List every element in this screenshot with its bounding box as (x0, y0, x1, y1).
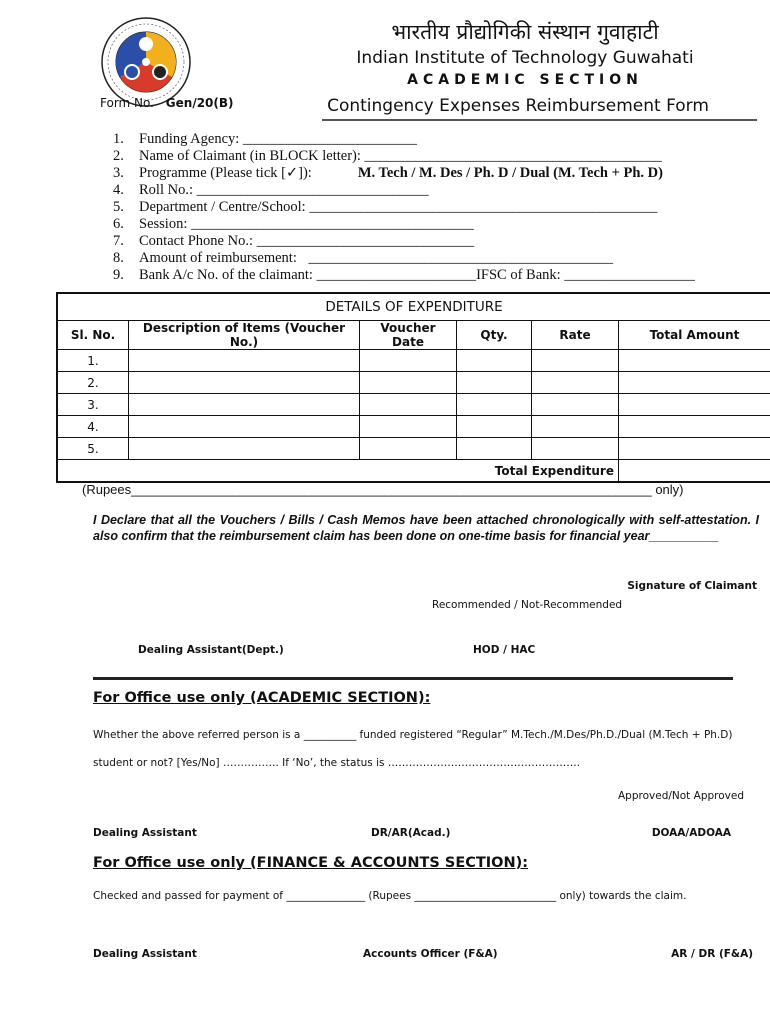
cell-total[interactable] (619, 394, 770, 416)
header-divider (322, 119, 757, 121)
header-total-amount: Total Amount (619, 321, 770, 350)
ifsc-label: IFSC of Bank: (476, 267, 561, 283)
table-row (57, 416, 770, 438)
rupees-blank[interactable]: ________________________________________________________________________ (131, 482, 652, 497)
cell-voucher-date[interactable] (360, 350, 457, 372)
cell-total[interactable] (619, 416, 770, 438)
cell-rate[interactable] (532, 438, 619, 460)
field-programme[interactable] (113, 165, 663, 182)
declaration-text: I Declare that all the Vouchers / Bills / Cash Memos have been attached chronologically with self-attestation. I also confirm that the reimbursement claim has been done on one-time basis for financial year__________ (93, 513, 759, 543)
programme-options[interactable]: M. Tech / M. Des / Ph. D / Dual (M. Tech + Ph. D) (357, 165, 663, 181)
expenditure-table (56, 292, 770, 483)
field-label: Department / Centre/School: (139, 199, 306, 215)
cell-description[interactable] (129, 416, 360, 438)
cell-qty[interactable] (457, 416, 532, 438)
cell-voucher-date[interactable] (360, 438, 457, 460)
field-department[interactable] (113, 199, 657, 216)
cell-total[interactable] (619, 372, 770, 394)
accounts-officer-label: Accounts Officer (F&A) (363, 948, 498, 960)
hod-hac-label: HOD / HAC (473, 644, 536, 656)
field-number: 4. (113, 182, 124, 198)
field-number: 2. (113, 148, 124, 164)
field-number: 7. (113, 233, 124, 249)
field-number: 8. (113, 250, 124, 266)
field-label: Amount of reimbursement: (139, 250, 297, 266)
ifsc-blank[interactable]: __________________ (564, 267, 695, 283)
field-label: Bank A/c No. of the claimant: (139, 267, 313, 283)
table-header-row (57, 321, 770, 350)
table-row (57, 350, 770, 372)
cell-description[interactable] (129, 438, 360, 460)
field-number: 9. (113, 267, 124, 283)
table-row (57, 438, 770, 460)
section-divider (93, 677, 733, 680)
table-row (57, 372, 770, 394)
cell-qty[interactable] (457, 394, 532, 416)
field-label: Funding Agency: (139, 131, 240, 147)
field-number: 6. (113, 216, 124, 232)
institute-name: Indian Institute of Technology Guwahati (356, 48, 694, 68)
doaa-adoaa-label: DOAA/ADOAA (651, 827, 731, 839)
table-row (57, 394, 770, 416)
field-blank[interactable]: ______________________ (316, 267, 477, 283)
cell-description[interactable] (129, 372, 360, 394)
approved-label: Approved/Not Approved (618, 790, 744, 802)
field-contact-phone[interactable] (113, 233, 474, 250)
header-rate: Rate (532, 321, 619, 350)
ar-dr-fa-label: AR / DR (F&A) (671, 948, 753, 960)
field-roll-no[interactable] (113, 182, 429, 199)
field-funding-agency[interactable] (113, 131, 417, 148)
cell-description[interactable] (129, 394, 360, 416)
cell-total[interactable] (619, 438, 770, 460)
table-caption: DETAILS OF EXPENDITURE (57, 293, 770, 321)
field-label: Name of Claimant (in BLOCK letter): (139, 148, 361, 164)
field-label: Roll No.: (139, 182, 193, 198)
form-number (100, 96, 234, 110)
dealing-assistant-dept-label: Dealing Assistant(Dept.) (138, 644, 284, 656)
field-blank[interactable]: ________________________ (242, 131, 417, 147)
fa-dealing-assistant-label: Dealing Assistant (93, 948, 197, 960)
field-label: Contact Phone No.: (139, 233, 253, 249)
cell-voucher-date[interactable] (360, 416, 457, 438)
institute-hindi-name: भारतीय प्रौद्योगिकी संस्थान गुवाहाटी (391, 20, 659, 44)
row-sl-no: 5. (57, 438, 129, 460)
field-bank-account[interactable] (113, 267, 695, 284)
rupees-prefix: (Rupees (82, 482, 132, 497)
field-number: 1. (113, 131, 124, 147)
header-description: Description of Items (Voucher No.) (129, 321, 360, 350)
header-voucher-date: Voucher Date (360, 321, 457, 350)
field-blank[interactable]: ________________________________________________ (309, 199, 658, 215)
field-blank[interactable]: __________________________________________ (308, 250, 613, 266)
cell-description[interactable] (129, 350, 360, 372)
section-name: ACADEMIC SECTION (407, 72, 643, 88)
field-amount[interactable] (113, 250, 613, 267)
finance-line-1: Checked and passed for payment of _______________ (Rupees ___________________________ only) towards the claim. (93, 890, 687, 902)
form-number-label: Form No. (100, 96, 154, 110)
iitg-logo (100, 16, 192, 108)
cell-total[interactable] (619, 350, 770, 372)
total-expenditure-label: Total Expenditure (57, 460, 619, 483)
academic-section-title: For Office use only (ACADEMIC SECTION): (93, 690, 431, 706)
row-sl-no: 3. (57, 394, 129, 416)
field-claimant-name[interactable] (113, 148, 662, 165)
recommended-label: Recommended / Not-Recommended (432, 599, 623, 611)
field-number: 3. (113, 165, 124, 181)
field-blank[interactable]: _________________________________________ (364, 148, 662, 164)
table-total-row (57, 460, 770, 483)
cell-rate[interactable] (532, 350, 619, 372)
header-qty: Qty. (457, 321, 532, 350)
cell-qty[interactable] (457, 372, 532, 394)
cell-voucher-date[interactable] (360, 394, 457, 416)
field-label: Programme (Please tick [✓]): (139, 165, 312, 181)
cell-qty[interactable] (457, 438, 532, 460)
field-blank[interactable]: ________________________________ (196, 182, 429, 198)
cell-rate[interactable] (532, 416, 619, 438)
field-blank[interactable]: ______________________________ (256, 233, 475, 249)
dr-ar-acad-label: DR/AR(Acad.) (371, 827, 451, 839)
finance-section-title: For Office use only (FINANCE & ACCOUNTS SECTION): (93, 855, 529, 871)
field-label: Session: (139, 216, 188, 232)
cell-voucher-date[interactable] (360, 372, 457, 394)
row-sl-no: 2. (57, 372, 129, 394)
rupees-suffix: only) (655, 482, 684, 497)
acad-dealing-assistant-label: Dealing Assistant (93, 827, 197, 839)
field-session[interactable] (113, 216, 474, 233)
form-title: Contingency Expenses Reimbursement Form (327, 96, 709, 116)
cell-total-expenditure[interactable] (619, 460, 770, 483)
row-sl-no: 1. (57, 350, 129, 372)
cell-qty[interactable] (457, 350, 532, 372)
row-sl-no: 4. (57, 416, 129, 438)
academic-line-1: Whether the above referred person is a __________ funded registered “Regular” M.Tech./M.Des/Ph.D./Dual (M.Tech + Ph.D) (93, 729, 733, 741)
academic-line-2: student or not? [Yes/No] ……………. If ‘No’, the status is ………………………………………………. (93, 757, 581, 769)
field-number: 5. (113, 199, 124, 215)
cell-rate[interactable] (532, 372, 619, 394)
rupees-in-words[interactable] (82, 482, 684, 497)
form-number-value: Gen/20(B) (165, 96, 234, 110)
header-sl-no: Sl. No. (57, 321, 129, 350)
signature-claimant-label: Signature of Claimant (627, 580, 757, 592)
cell-rate[interactable] (532, 394, 619, 416)
field-blank[interactable]: _______________________________________ (190, 216, 474, 232)
